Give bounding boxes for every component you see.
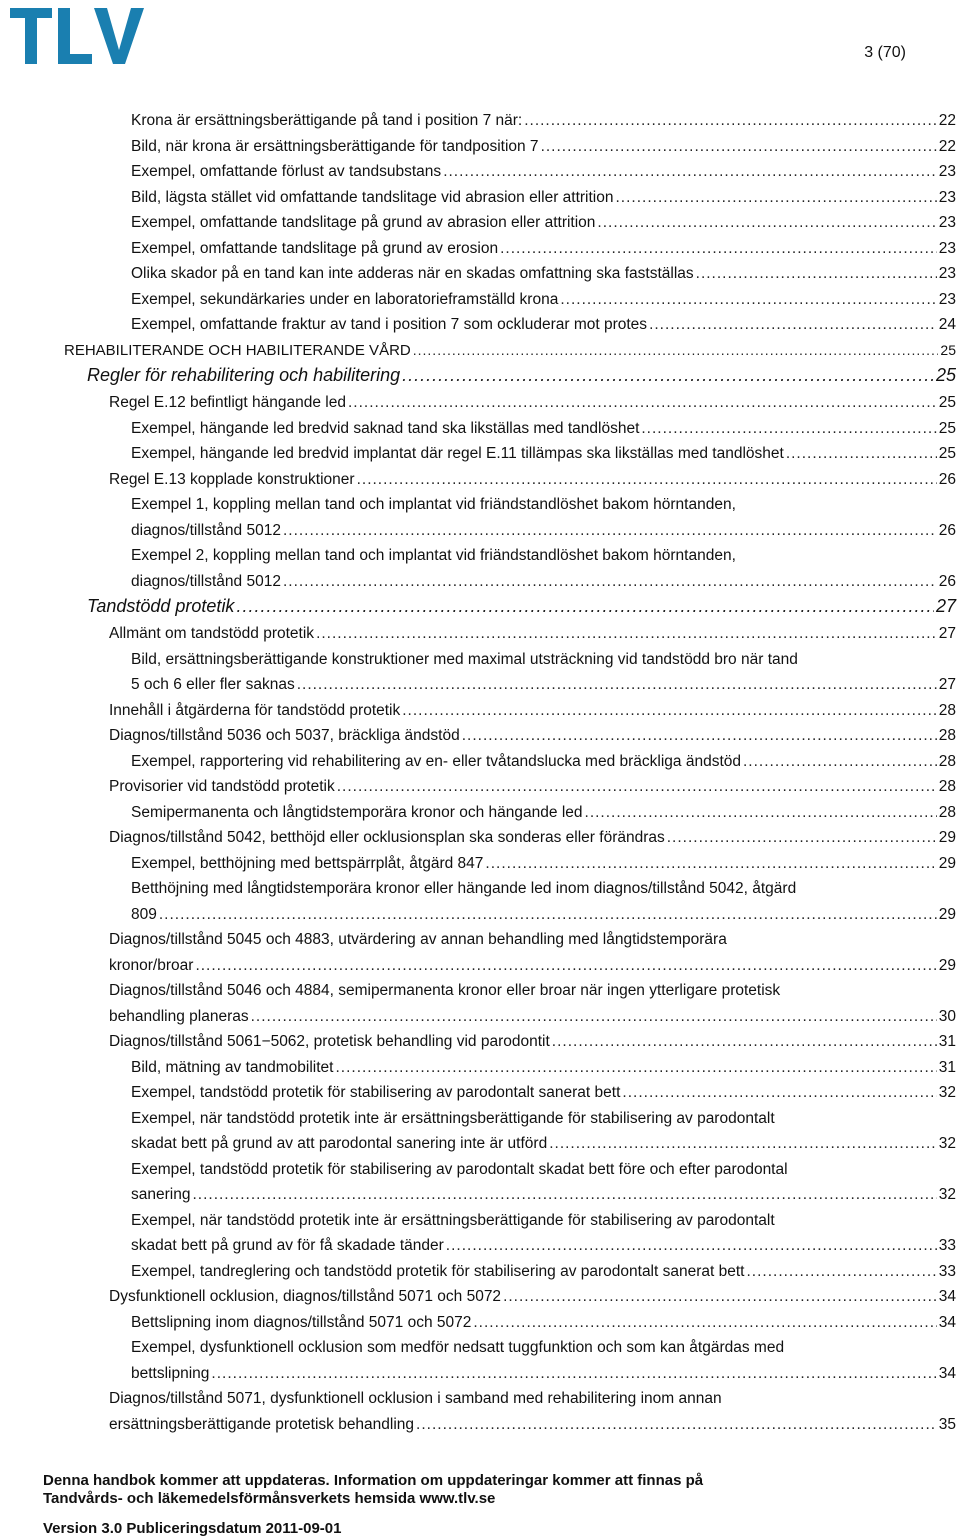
toc-entry[interactable] [131, 312, 956, 337]
toc-page-number: 32 [938, 1186, 956, 1203]
toc-entry[interactable] [131, 108, 956, 133]
footer-notice-line-1: Denna handbok kommer att uppdateras. Information om uppdateringar kommer att finnas på [43, 1472, 704, 1489]
toc-entry-text: Exempel, när tandstödd protetik inte är ersättningsberättigande för stabilisering av parodontalt [131, 1109, 775, 1127]
toc-entry-text: Bild, mätning av tandmobilitet [131, 1058, 334, 1076]
toc-page-number: 26 [938, 572, 956, 590]
toc-entry-text: behandling planeras [109, 1007, 249, 1025]
dot-leader [297, 672, 937, 697]
dot-leader [413, 338, 939, 363]
toc-entry[interactable] [131, 1055, 956, 1080]
toc-entry[interactable] [109, 1412, 956, 1437]
dot-leader [585, 800, 937, 825]
toc-entry[interactable] [131, 1080, 956, 1105]
dot-leader [649, 312, 937, 337]
toc-entry[interactable] [131, 518, 956, 543]
dot-leader [159, 902, 937, 927]
toc-entry[interactable] [109, 1284, 956, 1309]
dot-leader [560, 287, 936, 312]
toc-entry[interactable] [131, 569, 956, 594]
toc-page-number: 28 [938, 803, 956, 821]
toc-entry-text: bettslipning [131, 1364, 210, 1382]
toc-entry-text: Tandstödd protetik [87, 596, 235, 616]
dot-leader [283, 518, 937, 543]
dot-leader [746, 1259, 936, 1284]
dot-leader [696, 261, 937, 286]
toc-entry[interactable] [87, 363, 956, 388]
dot-leader [485, 851, 936, 876]
toc-entry[interactable] [131, 1182, 956, 1207]
toc-entry-text: kronor/broar [109, 956, 194, 974]
toc-page-number: 35 [938, 1415, 956, 1433]
toc-entry-text: Innehåll i åtgärderna för tandstödd protetik [109, 701, 401, 719]
toc-page-number: 32 [938, 1084, 956, 1101]
toc-entry[interactable] [131, 236, 956, 261]
dot-leader [192, 1182, 936, 1207]
toc-entry-text: Exempel 2, koppling mellan tand och implantat vid friändstandlöshet bakom hörntanden, [131, 547, 736, 564]
toc-entry[interactable] [131, 1361, 956, 1386]
dot-leader [462, 723, 937, 748]
toc-entry-text: Dysfunktionell ocklusion, diagnos/tillstånd 5071 och 5072 [109, 1288, 502, 1305]
dot-leader [541, 134, 937, 159]
dot-leader [552, 1029, 937, 1054]
toc-page-number: 33 [938, 1262, 956, 1280]
toc-entry-text: Exempel, tandreglering och tandstödd protetik för stabilisering av parodontalt sanerat bett [131, 1262, 745, 1280]
toc-page-number: 32 [938, 1135, 956, 1152]
toc-entry-text: sanering [131, 1186, 191, 1203]
toc-entry[interactable] [109, 698, 956, 723]
toc-entry[interactable] [131, 1233, 956, 1258]
toc-entry[interactable] [131, 416, 956, 441]
toc-page-number: 24 [938, 316, 956, 333]
toc-entry[interactable] [131, 749, 956, 774]
dot-leader [348, 390, 937, 415]
toc-entry[interactable] [131, 134, 956, 159]
toc-entry-text: Bild, när krona är ersättningsberättigande för tandposition 7 [131, 137, 539, 155]
toc-page-number: 31 [938, 1033, 956, 1050]
dot-leader [236, 594, 934, 619]
toc-entry-text: Exempel, omfattande tandslitage på grund av abrasion eller attrition [131, 214, 596, 231]
dot-leader [443, 159, 937, 184]
toc-page-number: 30 [938, 1007, 956, 1025]
footer-version: Version 3.0 Publiceringsdatum 2011-09-01 [43, 1520, 342, 1537]
dot-leader [251, 1004, 937, 1029]
toc-entry-text: skadat bett på grund av för få skadade tänder [131, 1237, 444, 1254]
toc-page-number: 29 [938, 854, 956, 872]
toc-entry[interactable] [109, 953, 956, 978]
dot-leader [503, 1284, 937, 1309]
toc-page-number: 23 [938, 188, 956, 206]
dot-leader [473, 1310, 936, 1335]
toc-entry-text: Diagnos/tillstånd 5036 och 5037, bräckliga ändstöd [109, 727, 460, 744]
toc-page-number: 26 [938, 470, 956, 488]
toc-entry[interactable] [109, 621, 956, 646]
toc-page-number: 28 [938, 752, 956, 770]
toc-page-number: 22 [938, 137, 956, 155]
toc-entry-text: Allmänt om tandstödd protetik [109, 625, 315, 642]
toc-entry-text: Diagnos/tillstånd 5045 och 4883, utvärdering av annan behandling med långtidstemporära [109, 931, 727, 948]
toc-entry[interactable] [131, 1131, 956, 1156]
toc-entry[interactable] [131, 851, 956, 876]
toc-page-number: 29 [938, 956, 956, 974]
toc-entry[interactable] [131, 1259, 956, 1284]
toc-entry-text: Regler för rehabilitering och habilitering [87, 365, 401, 385]
toc-entry[interactable] [131, 441, 956, 466]
dot-leader [337, 774, 937, 799]
toc-entry[interactable] [109, 467, 956, 492]
dot-leader [357, 467, 937, 492]
toc-page-number: 26 [938, 521, 956, 539]
toc-entry-text: Regel E.12 befintligt hängande led [109, 394, 346, 411]
toc-entry-text: 809 [131, 905, 157, 923]
toc-entry[interactable] [131, 800, 956, 825]
toc-page-number: 34 [938, 1313, 956, 1331]
toc-page-number: 29 [938, 905, 956, 923]
page-number: 3 (70) [864, 44, 906, 61]
dot-leader [622, 1080, 936, 1105]
toc-entry[interactable] [109, 774, 956, 799]
footer-notice-line-2: Tandvårds- och läkemedelsförmånsverkets hemsida www.tlv.se [43, 1490, 496, 1507]
dot-leader [416, 1412, 937, 1437]
toc-entry-text: Exempel, hängande led bredvid saknad tand ska likställas med tandlöshet [131, 419, 640, 437]
dot-leader [616, 185, 937, 210]
toc-entry-text: Diagnos/tillstånd 5046 och 4884, semipermanenta kronor eller broar när ingen ytterligare protetisk [109, 982, 781, 999]
toc-entry-text: Exempel 1, koppling mellan tand och implantat vid friändstandlöshet bakom hörntanden, [131, 496, 736, 513]
toc-page-number: 34 [938, 1364, 956, 1382]
dot-leader [335, 1055, 936, 1080]
toc-entry[interactable] [87, 594, 956, 619]
toc-entry-text: skadat bett på grund av att parodontal sanering inte är utförd [131, 1135, 548, 1152]
toc-page-number: 23 [938, 163, 956, 180]
toc-entry[interactable] [109, 1029, 956, 1054]
toc-entry[interactable] [64, 338, 956, 363]
toc-page-number: 27 [938, 676, 956, 693]
toc-entry-text: Bild, lägsta stället vid omfattande tandslitage vid abrasion eller attrition [131, 188, 614, 206]
toc-page-number: 29 [938, 829, 956, 846]
toc-page-number: 25 [935, 365, 956, 385]
dot-leader [402, 698, 937, 723]
toc-entry[interactable] [131, 185, 956, 210]
toc-page-number: 25 [938, 394, 956, 411]
toc-entry-text: diagnos/tillstånd 5012 [131, 521, 281, 539]
toc-entry-text: Exempel, hängande led bredvid implantat där regel E.11 tillämpas ska likställas med tandlöshet [131, 445, 784, 462]
toc-page-number: 28 [938, 727, 956, 744]
dot-leader [786, 441, 937, 466]
toc-page-number: 28 [938, 701, 956, 719]
toc-entry-text: Olika skador på en tand kan inte adderas när en skadas omfattning ska fastställas [131, 265, 694, 282]
toc-entry[interactable] [109, 1004, 956, 1029]
toc-entry-text: REHABILITERANDE OCH HABILITERANDE VÅRD [64, 341, 411, 359]
dot-leader [316, 621, 937, 646]
toc-entry-text: Exempel, tandstödd protetik för stabilisering av parodontalt skadat bett före och efter parodontal [131, 1160, 788, 1178]
toc-entry[interactable] [131, 672, 956, 697]
toc-entry[interactable] [109, 390, 956, 415]
toc-entry-text: Regel E.13 kopplade konstruktioner [109, 470, 355, 488]
toc-entry-text: diagnos/tillstånd 5012 [131, 572, 281, 590]
toc-page-number: 28 [938, 778, 956, 795]
toc-entry-text: Semipermanenta och långtidstemporära kronor och hängande led [131, 803, 583, 821]
dot-leader [283, 569, 937, 594]
toc-entry-text: Exempel, när tandstödd protetik inte är ersättningsberättigande för stabilisering av parodontalt [131, 1211, 775, 1229]
toc-entry-text: Exempel, omfattande förlust av tandsubstans [131, 163, 442, 180]
toc-page-number: 25 [940, 341, 956, 358]
toc-entry-text: Diagnos/tillstånd 5061−5062, protetisk behandling vid parodontit [109, 1033, 550, 1050]
toc-entry-text: Exempel, rapportering vid rehabilitering av en- eller tvåtandslucka med bräckliga ändstöd [131, 752, 741, 770]
toc-entry-text: Bettslipning inom diagnos/tillstånd 5071 och 5072 [131, 1313, 472, 1331]
dot-leader [500, 236, 937, 261]
toc-page-number: 23 [938, 239, 956, 257]
toc-page-number: 23 [938, 214, 956, 231]
dot-leader [641, 416, 936, 441]
toc-entry-text: Exempel, omfattande fraktur av tand i position 7 som ockluderar mot protes [131, 316, 648, 333]
toc-entry-text: Exempel, tandstödd protetik för stabilisering av parodontalt sanerat bett [131, 1084, 621, 1101]
toc-page-number: 22 [938, 112, 956, 129]
toc-entry[interactable] [109, 825, 956, 850]
toc-entry-text: 5 och 6 eller fler saknas [131, 676, 295, 693]
toc-entry[interactable] [131, 902, 956, 927]
dot-leader [549, 1131, 937, 1156]
tlv-logo [6, 4, 146, 66]
toc-entry-text: Diagnos/tillstånd 5071, dysfunktionell ocklusion i samband med rehabilitering inom annan [109, 1390, 722, 1407]
dot-leader [402, 363, 934, 388]
toc-page-number: 27 [935, 596, 956, 616]
toc-page-number: 23 [938, 290, 956, 308]
toc-page-number: 27 [938, 625, 956, 642]
toc-entry-text: Krona är ersättningsberättigande på tand i position 7 när: [131, 112, 523, 129]
toc-entry[interactable] [131, 287, 956, 312]
toc-entry-text: Diagnos/tillstånd 5042, betthöjd eller ocklusionsplan ska sonderas eller förändras [109, 829, 665, 846]
toc-page-number: 31 [938, 1058, 956, 1076]
toc-entry-text: Betthöjning med långtidstemporära kronor eller hängande led inom diagnos/tillstånd 5042, åtgärd [131, 880, 797, 897]
toc-entry[interactable] [131, 1310, 956, 1335]
dot-leader [195, 953, 936, 978]
toc-entry-text: Exempel, sekundärkaries under en laboratorieframställd krona [131, 290, 559, 308]
toc-entry-text: Bild, ersättningsberättigande konstruktioner med maximal utsträckning vid tandstödd bro när tand [131, 650, 798, 668]
toc-entry[interactable] [131, 261, 956, 286]
toc-page-number: 34 [938, 1288, 956, 1305]
toc-entry[interactable] [131, 159, 956, 184]
toc-entry-text: Provisorier vid tandstödd protetik [109, 778, 335, 795]
dot-leader [667, 825, 937, 850]
dot-leader [211, 1361, 936, 1386]
toc-entry[interactable] [131, 210, 956, 235]
dot-leader [743, 749, 937, 774]
dot-leader [446, 1233, 937, 1258]
toc-page-number: 23 [938, 265, 956, 282]
toc-entry-text: ersättningsberättigande protetisk behandling [109, 1415, 415, 1433]
toc-entry-text: Exempel, dysfunktionell ocklusion som medför nedsatt tuggfunktion och som kan åtgärdas med [131, 1339, 785, 1356]
toc-page-number: 25 [938, 445, 956, 462]
toc-entry-text: Exempel, betthöjning med bettspärrplåt, åtgärd 847 [131, 854, 484, 872]
dot-leader [597, 210, 936, 235]
dot-leader [524, 108, 937, 133]
toc-entry[interactable] [109, 723, 956, 748]
toc-page-number: 33 [938, 1237, 956, 1254]
toc-entry-text: Exempel, omfattande tandslitage på grund av erosion [131, 239, 499, 257]
toc-page-number: 25 [938, 419, 956, 437]
